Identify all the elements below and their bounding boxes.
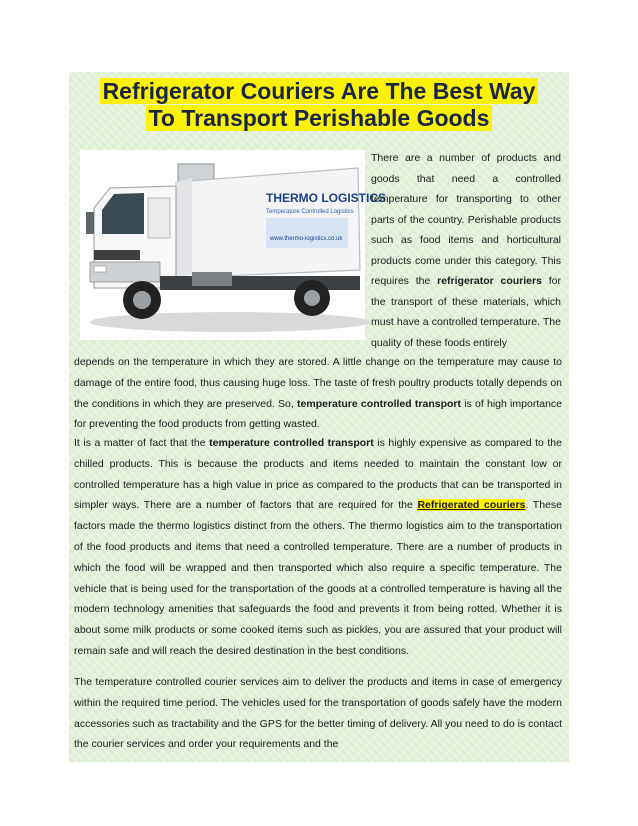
truck-logo-subtitle: Temperature Controlled Logistics bbox=[266, 209, 354, 215]
paragraph-1-continued: depends on the temperature in which they are stored. A little change on the temperature may cause to damage of the entire food, thus causing huge loss. The taste of fresh poultry products totally depends on the conditions in which they are preserved. So, temperature controlled transport is of high importance for preventing the food products from getting wasted. bbox=[74, 356, 562, 431]
title-line-2: To Transport Perishable Goods bbox=[146, 105, 493, 131]
keyword-temperature-controlled-transport-2: temperature controlled transport bbox=[209, 437, 374, 449]
title-line-1: Refrigerator Couriers Are The Best Way bbox=[100, 78, 539, 104]
article-title bbox=[74, 78, 564, 132]
keyword-refrigerator-couriers: refrigerator couriers bbox=[437, 275, 542, 287]
paragraph-3: The temperature controlled courier services aim to deliver the products and items in case of emergency within the required time period. The vehicles used for the transportation of goods safely have the modern accessories such as tractability and the GPS for the better timing of delivery. All you need to do is contact the courier services and order your requirements and the bbox=[74, 676, 562, 751]
truck-logo-text: THERMO LOGISTICS bbox=[266, 191, 386, 205]
refrigerated-truck-image bbox=[80, 150, 386, 340]
paragraph-2: It is a matter of fact that the temperature controlled transport is highly expensive as compared to the chilled products. This is because the products and items needed to maintain the constant low or controlled temperature has a high value in price as compared to the products that can be transported in simpler ways. There are a number of factors that are required for the Refrigerated couriers. These factors made the thermo logistics distinct from the others. The thermo logistics aim to the transportation of the food products and items that need a controlled temperature. There are a number of products in which the food will be wrapped and then transported which also require a specific temperature. The vehicle that is being used for the transportation of the goods at a controlled temperature is having all the modern technology amenities that safeguards the food and prevents it from being rotted. Whether it is about some milk products or some cooked items such as pickles, you are assured that your product will remain safe and will reach the desired destination in the best conditions. bbox=[74, 437, 562, 657]
keyword-temperature-controlled-transport: temperature controlled transport bbox=[297, 397, 461, 410]
paragraph-1-intro: There are a number of products and goods that need a controlled temperature for transporting to other parts of the country. Perishable products such as food items and horticultural products come under this category. This requires the refrigerator couriers for the transport of these materials, which must have a controlled temperature. The quality of these foods entirely bbox=[371, 152, 561, 349]
refrigerated-couriers-link[interactable]: Refrigerated couriers bbox=[417, 499, 526, 512]
truck-website-text: www.thermo-logistics.co.uk bbox=[270, 236, 343, 242]
